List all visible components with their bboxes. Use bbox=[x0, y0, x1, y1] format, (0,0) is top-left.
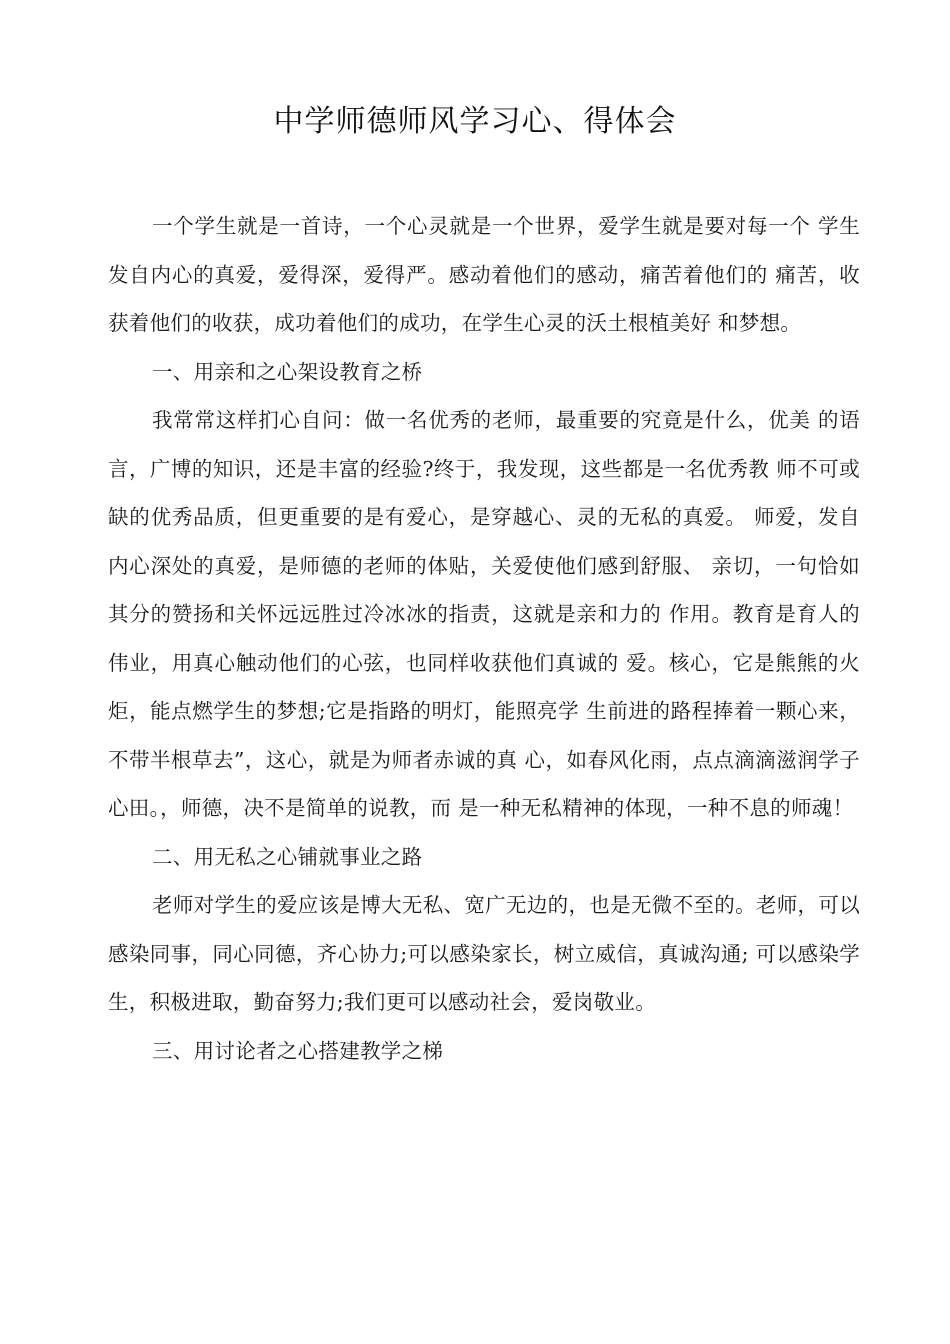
paragraph-section-1: 我常常这样扪心自问：做一名优秀的老师，最重要的究竟是什么，优美 的语言，广博的知识，还是丰富的经验?终于，我发现，这些都是一名优秀教 师不可或缺的优秀品质，但更重要的是有爱心，是穿越心、灵的无私的真爱。 师爱，发自内心深处的真爱，是师德的老师的体贴，关爱使他们感到舒服、 亲切，一句恰如其分的赞扬和关怀远远胜过冷冰冰的指责，这就是亲和力的 作用。教育是育人的伟业，用真心触动他们的心弦，也同样收获他们真诚的 爱。核心，它是熊熊的火炬，能点燃学生的梦想;它是指路的明灯，能照亮学 生前进的路程捧着一颗心来，不带半根草去”，这心，就是为师者赤诚的真 心，如春风化雨，点点滴滴滋润学子心田。，师德，决不是简单的说教，而 是一种无私精神的体现，一种不息的师魂！ bbox=[108, 408, 860, 820]
document-title: 中学师德师风学习心、得体会 bbox=[273, 104, 677, 139]
section-heading-1: 一、用亲和之心架设教育之桥 bbox=[152, 359, 423, 384]
paragraph-section-2: 老师对学生的爱应该是博大无私、宽广无边的，也是无微不至的。老师，可以感染同事，同心同德，齐心协力;可以感染家长，树立威信，真诚沟通; 可以感染学生，积极进取，勤奋努力;我们更可以感动社会，爱岗敬业。 bbox=[108, 893, 860, 1014]
document-body bbox=[108, 202, 860, 1075]
paragraph-intro: 一个学生就是一首诗，一个心灵就是一个世界，爱学生就是要对每一个 学生发自内心的真爱，爱得深，爱得严。感动着他们的感动，痛苦着他们的 痛苦，收获着他们的收获，成功着他们的成功，在学生心灵的沃土根植美好 和梦想。 bbox=[108, 214, 860, 335]
section-heading-2: 二、用无私之心铺就事业之路 bbox=[152, 844, 423, 869]
section-heading-3: 三、用讨论者之心搭建教学之梯 bbox=[152, 1038, 444, 1063]
